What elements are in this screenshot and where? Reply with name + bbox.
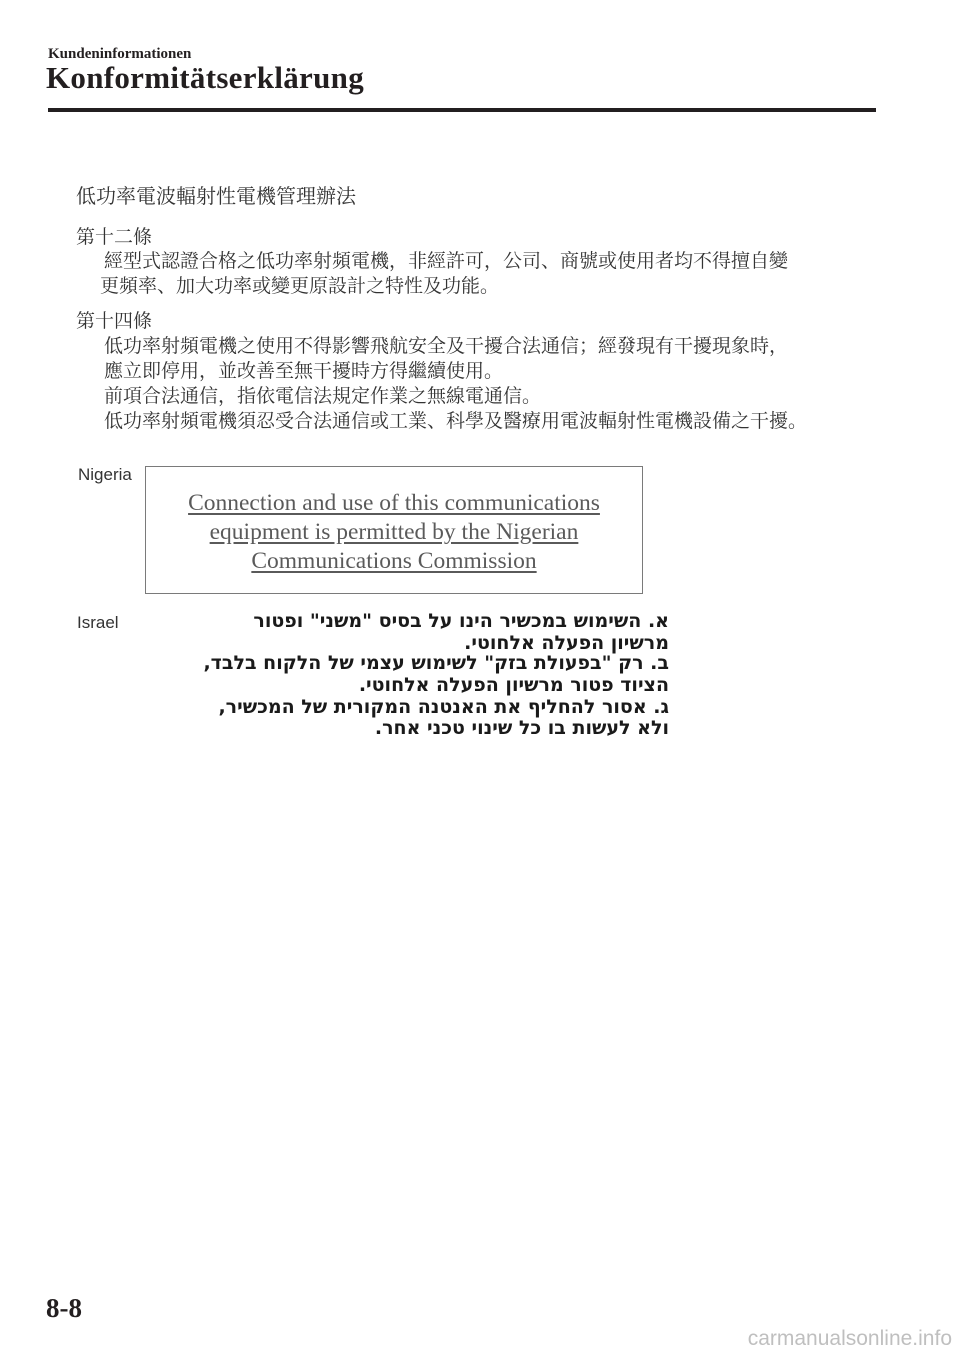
article-14-line: 低功率射頻電機之使用不得影響飛航安全及干擾合法通信；經發現有干擾現象時， bbox=[104, 335, 789, 357]
title-rule bbox=[48, 108, 876, 112]
watermark: carmanualsonline.info bbox=[747, 1327, 952, 1350]
article-14-line: 前項合法通信，指依電信法規定作業之無線電通信。 bbox=[104, 385, 542, 407]
article-12-line: 經型式認證合格之低功率射頻電機，非經許可，公司、商號或使用者均不得擅自變 bbox=[104, 250, 789, 272]
israel-label: Israel bbox=[77, 613, 119, 632]
nigeria-notice-text bbox=[146, 489, 642, 576]
nigeria-notice-line: Connection and use of this communications bbox=[188, 490, 600, 516]
article-12-heading: 第十二條 bbox=[76, 226, 153, 248]
page-title: Konformitätserklärung bbox=[46, 60, 364, 95]
israel-notice-line: ב. רק "בפעולת בזק" לשימוש עצמי של הלקוח בלבד, bbox=[203, 652, 669, 674]
article-14-heading: 第十四條 bbox=[76, 310, 153, 332]
article-14-line: 低功率射頻電機須忍受合法通信或工業、科學及醫療用電波輻射性電機設備之干擾。 bbox=[104, 410, 808, 432]
israel-notice-line: ולא לעשות בו כל שינוי טכני אחר. bbox=[374, 717, 669, 739]
israel-notice-line: מרשיון הפעלה אלחוטי. bbox=[464, 632, 669, 654]
taiwan-regulation-title: 低功率電波輻射性電機管理辦法 bbox=[76, 184, 356, 208]
israel-notice-line: הציוד פטור מרשיון הפעלה אלחוטי. bbox=[358, 674, 669, 696]
israel-notice-line: א. השימוש במכשיר הינו על בסיס "משני" ופטור bbox=[253, 610, 669, 632]
article-12-line: 更頻率、加大功率或變更原設計之特性及功能。 bbox=[100, 275, 500, 297]
israel-notice-line: ג. אסור להחליף את האנטנה המקורית של המכשיר, bbox=[218, 696, 669, 718]
section-label: Kundeninformationen bbox=[48, 46, 192, 62]
nigeria-notice-line: equipment is permitted by the Nigerian bbox=[209, 519, 579, 545]
page-number: 8-8 bbox=[46, 1293, 82, 1323]
nigeria-notice-box bbox=[145, 466, 643, 594]
nigeria-notice-line: Communications Commission bbox=[251, 548, 537, 574]
article-14-line: 應立即停用，並改善至無干擾時方得繼續使用。 bbox=[104, 360, 504, 382]
nigeria-label: Nigeria bbox=[78, 465, 132, 484]
